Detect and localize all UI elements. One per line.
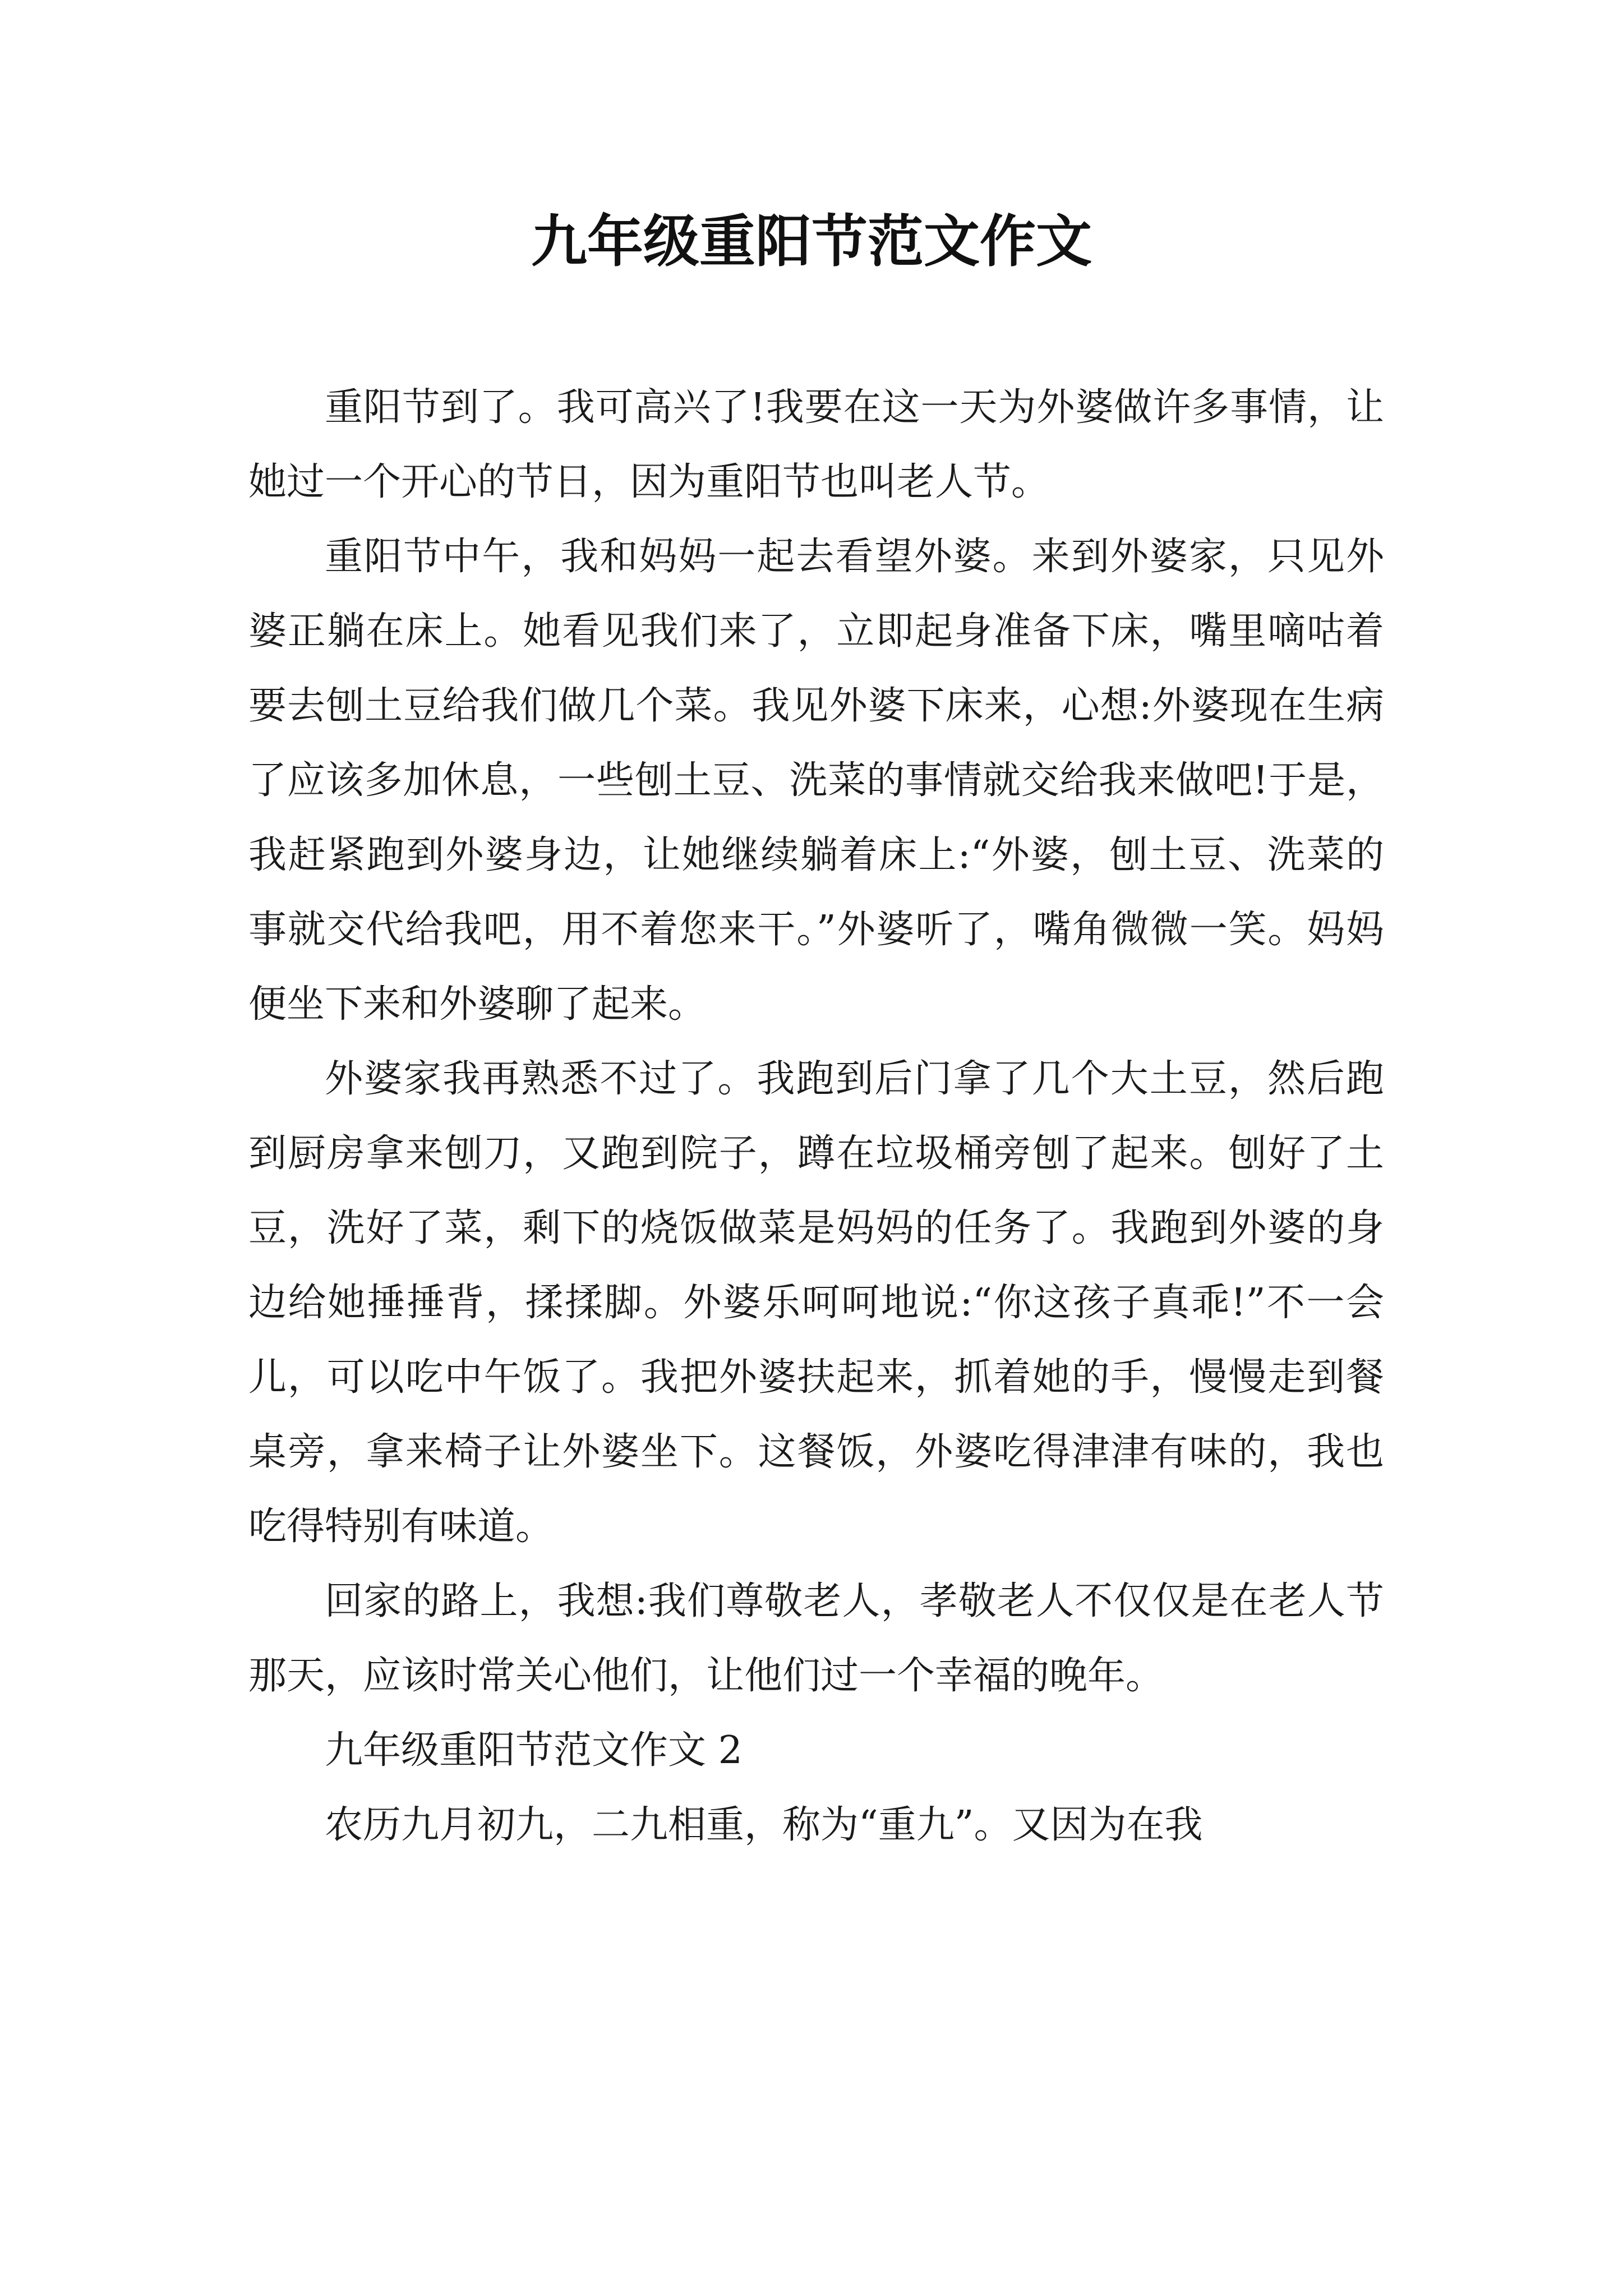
document-body <box>248 370 1384 1862</box>
paragraph-4: 回家的路上，我想:我们尊敬老人，孝敬老人不仅仅是在老人节那天，应该时常关心他们，让他们过一个幸福的晚年。 <box>248 1579 1384 1698</box>
paragraph-3: 外婆家我再熟悉不过了。我跑到后门拿了几个大土豆，然后跑到厨房拿来刨刀，又跑到院子，蹲在垃圾桶旁刨了起来。刨好了土豆，洗好了菜，剩下的烧饭做菜是妈妈的任务了。我跑到外婆的身边给她捶捶背，揉揉脚。外婆乐呵呵地说:“你这孩子真乖!”不一会儿，可以吃中午饭了。我把外婆扶起来，抓着她的手，慢慢走到餐桌旁，拿来椅子让外婆坐下。这餐饭，外婆吃得津津有味的，我也吃得特别有味道。 <box>248 1057 1384 1549</box>
paragraph-1: 重阳节到了。我可高兴了!我要在这一天为外婆做许多事情，让她过一个开心的节日，因为重阳节也叫老人节。 <box>248 385 1384 504</box>
section-heading-2: 九年级重阳节范文作文 2 <box>325 1728 743 1773</box>
paragraph-5: 农历九月初九，二九相重，称为“重九”。又因为在我 <box>325 1803 1203 1847</box>
page-title: 九年级重阳节范文作文 <box>531 208 1092 274</box>
paragraph-2: 重阳节中午，我和妈妈一起去看望外婆。来到外婆家，只见外婆正躺在床上。她看见我们来了，立即起身准备下床，嘴里嘀咕着要去刨土豆给我们做几个菜。我见外婆下床来，心想:外婆现在生病了应该多加休息，一些刨土豆、洗菜的事情就交给我来做吧!于是，我赶紧跑到外婆身边，让她继续躺着床上:“外婆，刨土豆、洗菜的事就交代给我吧，用不着您来干。”外婆听了，嘴角微微一笑。妈妈便坐下来和外婆聊了起来。 <box>248 535 1384 1027</box>
